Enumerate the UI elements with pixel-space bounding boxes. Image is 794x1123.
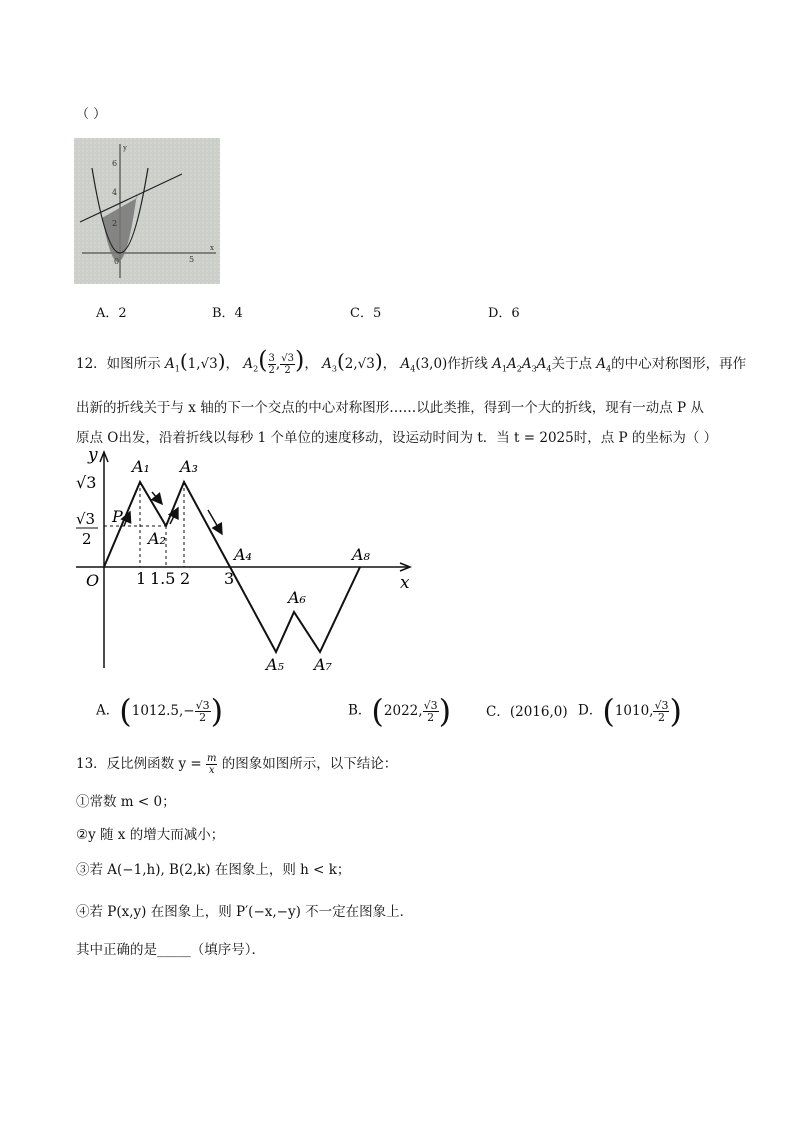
q13-item-3: ③若 A(−1,h), B(2,k) 在图象上，则 h < k； <box>76 862 351 878</box>
q11-option-a[interactable]: A．2 <box>96 306 127 321</box>
q11-option-b[interactable]: B．4 <box>212 306 243 321</box>
q12-point-p-label: P <box>112 507 123 526</box>
q12-tail: 的中心对称图形，再作 <box>611 356 747 372</box>
q12-a6-label: A₆ <box>288 588 306 607</box>
q12-a5-label: A₅ <box>266 655 284 674</box>
q12-stem-line2: 出新的折线关于与 x 轴的下一个交点的中心对称图形……以此类推，得到一个大的折线，现有一动点 P 从 <box>76 400 704 416</box>
q11-tick-6: 6 <box>112 159 118 168</box>
q12-a7-label: A₇ <box>314 655 332 674</box>
q12-suffix: 关于点 <box>551 356 592 372</box>
q13-answer-line[interactable]: 其中正确的是_____（填序号）． <box>76 942 265 958</box>
q12-a4-label: A₄ <box>234 545 252 564</box>
q12-option-d[interactable]: D．(1010, $\frac{√3}{2}$ ) <box>578 692 682 730</box>
q12-polyline-figure <box>70 448 430 678</box>
q12-option-c[interactable]: C．(2016,0) <box>486 704 568 720</box>
q11-x-axis-label: x <box>210 244 214 252</box>
q12-tick-1: 1 <box>136 569 147 588</box>
q12-tick-half-num: √3 <box>76 510 96 528</box>
q12-stem-line1: 12．如图所示 $A_1(1,√3)$， $A_2$( $\frac{3}{2}$ , $\frac{√3}{2}$ )， $A_3(2,√3)$， $A_4(3,0)$作折线 $A_1A_2A_3A_4$关于点 $A_4$的中心对称图形，再作 <box>76 346 747 376</box>
q11-y-axis-label: y <box>123 144 127 152</box>
q11-answer-paren: （ ） <box>76 107 107 122</box>
q12-a2-label: A₂ <box>148 529 166 548</box>
q12-prefix: 12．如图所示 <box>76 356 161 372</box>
q12-y-label: y <box>88 448 98 465</box>
q11-tick-5: 5 <box>189 255 195 264</box>
q11-tick-4: 4 <box>112 188 118 197</box>
q12-tick-half-den: 2 <box>82 530 92 548</box>
q12-origin-label: O <box>86 571 100 590</box>
q12-stem-line3: 原点 O出发，沿着折线以每秒 1 个单位的速度移动，设运动时间为 t．当 t = 2025时，点 P 的坐标为（ ） <box>76 430 718 446</box>
q12-tick-1-5: 1.5 <box>150 569 176 588</box>
q11-option-d[interactable]: D．6 <box>488 306 520 321</box>
q12-tick-2: 2 <box>180 569 191 588</box>
q12-x-label: x <box>400 573 410 593</box>
q12-a1-label: A₁ <box>132 457 150 476</box>
q11-tick-2: 2 <box>112 219 118 228</box>
q11-tick-0: 0 <box>114 257 120 266</box>
q12-option-a[interactable]: A．(1012.5,− $\frac{√3}{2}$ ) <box>96 692 224 730</box>
q13-item-4: ④若 P(x,y) 在图象上，则 P′(−x,−y) 不一定在图象上． <box>76 904 414 920</box>
q12-mid: 作折线 <box>447 356 488 372</box>
q12-option-b[interactable]: B．(2022, $\frac{√3}{2}$ ) <box>348 692 452 730</box>
q12-tick-3: 3 <box>224 569 235 588</box>
q12-a3-label: A₃ <box>180 457 198 476</box>
q12-a8-label: A₈ <box>352 545 370 564</box>
q13-stem: 13．反比例函数 y = $\frac{m}{x}$ 的图象如图所示，以下结论： <box>76 753 398 776</box>
q11-graph-photo <box>74 138 220 284</box>
q12-tick-sqrt3: √3 <box>76 473 97 492</box>
q11-option-c[interactable]: C．5 <box>350 306 382 321</box>
q13-item-1: ①常数 m < 0； <box>76 794 176 810</box>
q13-item-2: ②y 随 x 的增大而减小； <box>76 827 225 843</box>
